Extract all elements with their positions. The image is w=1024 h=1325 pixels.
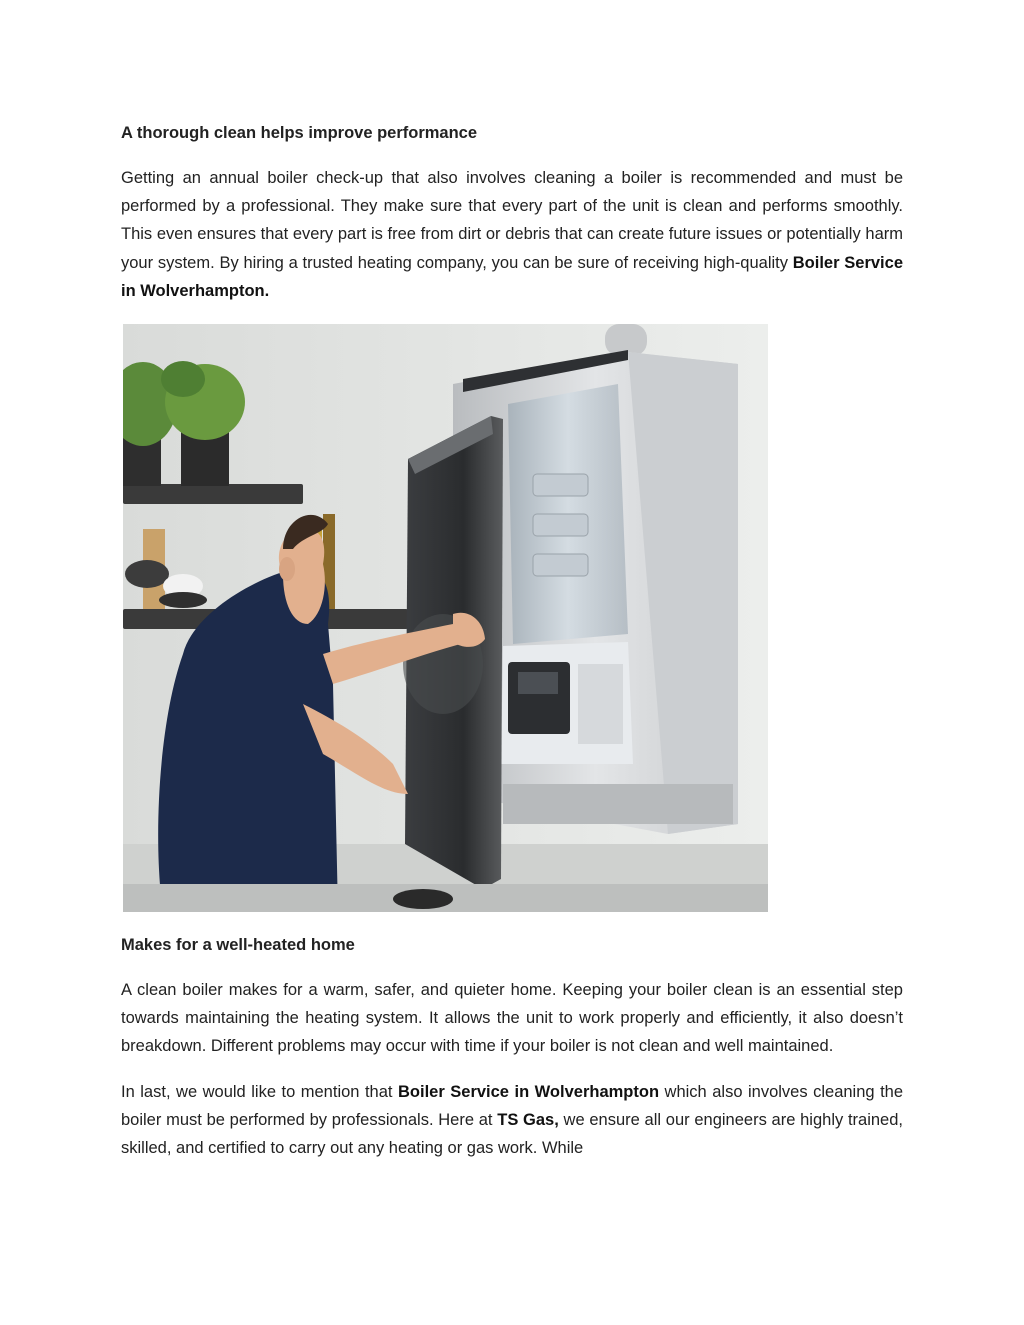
paragraph-conclusion <box>121 1078 903 1163</box>
conclusion-text-2: which also involves cleaning the boiler must be performed by professionals. Here at <box>121 1082 904 1129</box>
paragraph-text: Getting an annual boiler check-up that also involves cleaning a boiler is recommended and must be performed by a professional. They make sure that every part of the unit is clean and performs smoothly. This even ensures that every part is free from dirt or debris that can create future issues or potentially harm your system. By hiring a trusted heating company, you can be sure of receiving high-quality <box>121 169 903 272</box>
boiler-service-photo <box>123 324 768 912</box>
bold-service-phrase: Boiler Service in Wolverhampton. <box>121 253 903 300</box>
bold-company-name: TS Gas, <box>497 1110 559 1129</box>
bold-service-phrase-2: Boiler Service in Wolverhampton <box>398 1082 660 1101</box>
paragraph-clean-boiler: A clean boiler makes for a warm, safer, and quieter home. Keeping your boiler clean is an essential step towards maintaining the heating system. It allows the unit to work properly and efficiently, it also doesn’t breakdown. Different problems may occur with time if your boiler is not clean and well maintained. <box>121 981 903 1056</box>
document-body <box>121 120 903 1162</box>
section-heading-performance: A thorough clean helps improve performance <box>121 124 478 142</box>
conclusion-text-1: In last, we would like to mention that <box>121 1082 398 1101</box>
paragraph-annual-checkup <box>121 164 903 305</box>
section-heading-well-heated: Makes for a well-heated home <box>121 936 355 955</box>
conclusion-text-3: we ensure all our engineers are highly trained, skilled, and certified to carry out any heating or gas work. While <box>121 1110 903 1158</box>
